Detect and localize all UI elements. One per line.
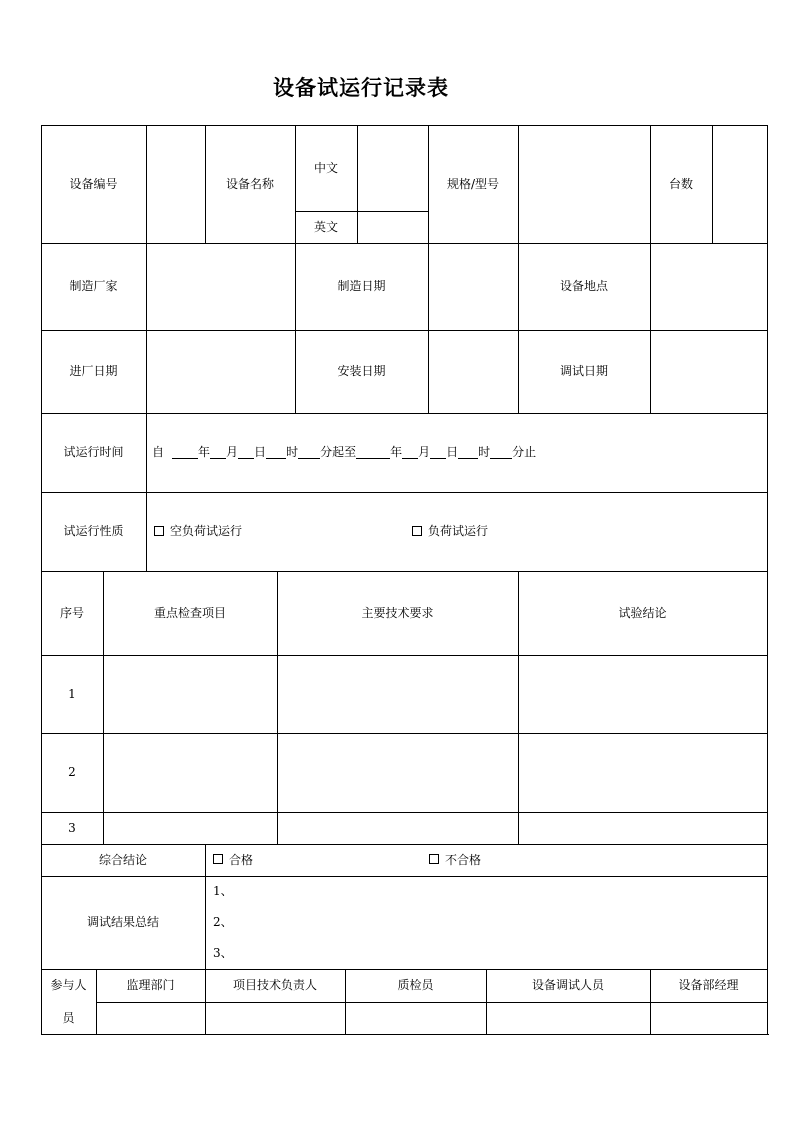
entry-date-label: 进厂日期 — [69, 364, 118, 379]
item-tech-cell[interactable] — [277, 655, 518, 733]
year-text: 年 — [198, 445, 211, 460]
dept-manager-signature[interactable] — [650, 1002, 767, 1034]
spec-model-label: 规格/型号 — [446, 176, 500, 191]
manufacturer-label: 制造厂家 — [69, 279, 118, 294]
location-label: 设备地点 — [559, 279, 608, 294]
supervision-dept-header: 监理部门 — [126, 978, 175, 993]
fail-text: 不合格 — [445, 852, 482, 867]
spec-model-value[interactable] — [518, 125, 650, 243]
participants-label-line1: 参与人 — [50, 978, 87, 993]
manufacturer-value[interactable] — [146, 243, 295, 330]
summary-line-2[interactable]: 2、 — [213, 914, 233, 929]
quantity-value[interactable] — [712, 125, 767, 243]
result-header: 试验结论 — [618, 605, 667, 620]
mfg-date-value[interactable] — [428, 243, 518, 330]
item-result-cell[interactable] — [518, 733, 767, 812]
tech-req-header: 主要技术要求 — [361, 605, 434, 620]
pass-checkbox[interactable] — [213, 854, 223, 864]
item-result-cell[interactable] — [518, 655, 767, 733]
load-text: 负荷试运行 — [428, 524, 489, 539]
no-load-option[interactable] — [146, 492, 406, 571]
qc-inspector-signature[interactable] — [345, 1002, 486, 1034]
install-date-value[interactable] — [428, 330, 518, 413]
debug-date-label: 调试日期 — [559, 364, 608, 379]
check-item-header: 重点检查项目 — [153, 605, 226, 620]
fail-checkbox[interactable] — [429, 854, 439, 864]
item-check-cell[interactable] — [103, 812, 277, 844]
dept-manager-header: 设备部经理 — [678, 978, 739, 993]
location-value[interactable] — [650, 243, 767, 330]
start-hour-blank[interactable] — [266, 447, 286, 459]
item-seq: 1 — [68, 686, 76, 701]
equip-no-value[interactable] — [146, 125, 205, 243]
item-tech-cell[interactable] — [277, 733, 518, 812]
tech-lead-header: 项目技术负责人 — [232, 978, 317, 993]
conclusion-label: 综合结论 — [98, 852, 147, 867]
tech-lead-signature[interactable] — [205, 1002, 345, 1034]
quantity-label: 台数 — [668, 176, 693, 191]
equip-name-label: 设备名称 — [225, 176, 274, 191]
item-seq: 2 — [68, 765, 76, 780]
english-name-value[interactable] — [357, 211, 428, 243]
debug-date-value[interactable] — [650, 330, 767, 413]
entry-date-value[interactable] — [146, 330, 295, 413]
end-year-blank[interactable] — [356, 447, 390, 459]
item-seq: 3 — [68, 820, 76, 835]
year-text: 年 — [390, 445, 403, 460]
debug-staff-signature[interactable] — [486, 1002, 650, 1034]
hour-text: 时 — [286, 445, 299, 460]
start-year-blank[interactable] — [172, 447, 198, 459]
load-checkbox[interactable] — [412, 526, 422, 536]
start-to-text: 分起至 — [320, 445, 357, 460]
chinese-label: 中文 — [313, 160, 338, 175]
month-text: 月 — [226, 445, 239, 460]
no-load-checkbox[interactable] — [154, 526, 164, 536]
no-load-text: 空负荷试运行 — [170, 524, 243, 539]
start-day-blank[interactable] — [238, 447, 254, 459]
trial-time-label: 试运行时间 — [63, 445, 124, 460]
equip-no-label: 设备编号 — [69, 176, 118, 191]
mfg-date-label: 制造日期 — [337, 279, 386, 294]
day-text: 日 — [446, 445, 459, 460]
end-day-blank[interactable] — [430, 447, 446, 459]
debug-staff-header: 设备调试人员 — [531, 978, 604, 993]
chinese-name-value[interactable] — [357, 125, 428, 211]
summary-line-1[interactable]: 1、 — [213, 883, 233, 898]
summary-label: 调试结果总结 — [86, 915, 159, 930]
supervision-dept-signature[interactable] — [96, 1002, 205, 1034]
item-check-cell[interactable] — [103, 655, 277, 733]
pass-option[interactable] — [205, 844, 422, 876]
install-date-label: 安装日期 — [337, 364, 386, 379]
hour-text: 时 — [478, 445, 491, 460]
end-min-blank[interactable] — [490, 447, 512, 459]
load-option[interactable] — [406, 492, 706, 571]
trial-nature-label: 试运行性质 — [63, 524, 124, 539]
end-text: 分止 — [512, 445, 537, 460]
trial-time-value[interactable] — [146, 413, 767, 492]
summary-line-3[interactable]: 3、 — [213, 945, 233, 960]
start-month-blank[interactable] — [210, 447, 226, 459]
from-text: 自 — [152, 445, 165, 460]
start-min-blank[interactable] — [298, 447, 320, 459]
seq-header: 序号 — [59, 605, 84, 620]
form-title: 设备试运行记录表 — [273, 76, 449, 100]
day-text: 日 — [254, 445, 267, 460]
item-tech-cell[interactable] — [277, 812, 518, 844]
pass-text: 合格 — [229, 852, 254, 867]
month-text: 月 — [418, 445, 431, 460]
participants-label-line2: 员 — [62, 1010, 75, 1025]
qc-inspector-header: 质检员 — [397, 978, 434, 993]
end-hour-blank[interactable] — [458, 447, 478, 459]
fail-option[interactable] — [422, 844, 722, 876]
item-result-cell[interactable] — [518, 812, 767, 844]
english-label: 英文 — [313, 219, 338, 234]
end-month-blank[interactable] — [402, 447, 418, 459]
item-check-cell[interactable] — [103, 733, 277, 812]
